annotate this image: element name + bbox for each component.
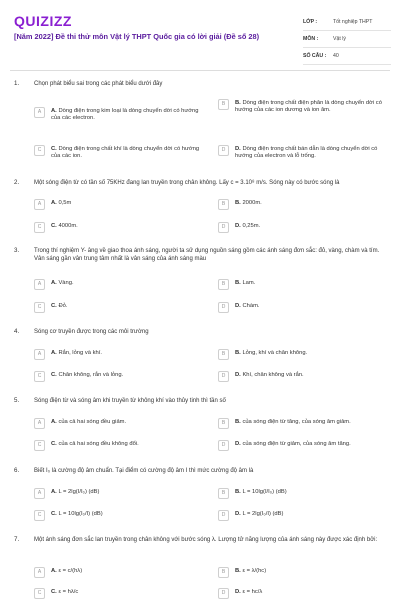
- option-d[interactable]: [218, 303, 385, 313]
- option-letter: D.: [235, 223, 241, 229]
- question-number: 6.: [14, 467, 20, 474]
- option-letter: B.: [235, 280, 241, 286]
- question-text: Sóng cơ truyền được trong các môi trường: [34, 329, 149, 335]
- option-text: 2000m.: [242, 200, 262, 206]
- option-a[interactable]: [34, 419, 201, 429]
- question-1: [14, 80, 388, 170]
- option-letter: D.: [235, 146, 241, 152]
- option-badge: D: [218, 440, 229, 451]
- option-text: 0,25m.: [242, 223, 261, 229]
- option-letter: D.: [235, 303, 241, 309]
- option-b[interactable]: [218, 200, 385, 210]
- option-text: của sóng điện từ giảm, của sóng âm tăng.: [242, 441, 351, 447]
- option-letter: C.: [51, 372, 57, 378]
- option-badge: C: [34, 440, 45, 451]
- option-text: Dòng điện trong chất khí là dòng chuyển dời có hướng của các ion.: [51, 146, 200, 160]
- option-letter: B.: [235, 568, 241, 574]
- option-letter: C.: [51, 441, 57, 447]
- option-text: ε = c/(hλ): [58, 568, 83, 574]
- option-badge: A: [34, 349, 45, 360]
- option-letter: C.: [51, 511, 57, 517]
- option-b[interactable]: [218, 419, 385, 429]
- question-number: 3.: [14, 247, 20, 254]
- question-number: 7.: [14, 536, 20, 543]
- option-letter: C.: [51, 303, 57, 309]
- question-number: 4.: [14, 328, 20, 335]
- option-b[interactable]: [218, 489, 385, 499]
- option-d[interactable]: [218, 441, 385, 451]
- meta-value: 40: [333, 53, 339, 59]
- option-letter: A.: [51, 489, 57, 495]
- option-badge: B: [218, 99, 229, 110]
- option-a[interactable]: [34, 350, 201, 360]
- option-text: của sóng điện từ tăng, của sóng âm giảm.: [242, 419, 351, 425]
- option-text: L = 10lg(I/I₀) (dB): [242, 489, 287, 495]
- option-text: Khí, chân không và rắn.: [242, 372, 304, 378]
- option-badge: B: [218, 349, 229, 360]
- question-number: 5.: [14, 397, 20, 404]
- option-c[interactable]: [34, 223, 201, 233]
- option-letter: A.: [51, 108, 57, 114]
- meta-key: SỐ CÂU :: [303, 53, 327, 59]
- option-letter: B.: [235, 419, 241, 425]
- option-text: Dòng điện trong kim loại là dòng chuyển dời có hướng của các electron.: [51, 108, 199, 122]
- option-d[interactable]: [218, 372, 385, 382]
- option-a[interactable]: [34, 280, 201, 290]
- option-c[interactable]: [34, 146, 201, 160]
- option-badge: D: [218, 145, 229, 156]
- option-text: của cả hai sóng đều giảm.: [58, 419, 127, 425]
- option-badge: D: [218, 302, 229, 313]
- option-text: Rắn, lỏng và khí.: [58, 350, 102, 356]
- question-text: Biết I₀ là cường độ âm chuẩn. Tại điểm có cường độ âm I thì mức cường độ âm là: [34, 468, 254, 474]
- option-letter: A.: [51, 350, 57, 356]
- option-text: ε = hc/λ: [242, 589, 263, 595]
- option-badge: D: [218, 510, 229, 521]
- option-badge: B: [218, 418, 229, 429]
- option-text: Chàm.: [242, 303, 260, 309]
- option-a[interactable]: [34, 568, 201, 578]
- option-text: Dòng điện trong chất điện phân là dòng chuyển dời có hướng của các ion dương và ion âm.: [235, 100, 382, 114]
- meta-value: Vật lý: [333, 36, 346, 42]
- option-badge: A: [34, 279, 45, 290]
- option-letter: D.: [235, 372, 241, 378]
- option-letter: D.: [235, 441, 241, 447]
- option-text: Đỏ.: [58, 303, 68, 309]
- question-5: [14, 397, 388, 457]
- option-badge: B: [218, 199, 229, 210]
- option-badge: B: [218, 279, 229, 290]
- option-badge: A: [34, 488, 45, 499]
- question-text: Một sóng điện từ có tần số 75KHz đang lan truyền trong chân không. Lấy c = 3.10⁸ m/s. Sóng này có bước sóng là: [34, 180, 340, 186]
- option-text: Vàng.: [58, 280, 74, 286]
- option-text: Lam.: [242, 280, 256, 286]
- option-c[interactable]: [34, 303, 201, 313]
- question-text: Một ánh sáng đơn sắc lan truyền trong chân không với bước sóng λ. Lượng tử năng lượng của ánh sáng này được xác định bởi:: [34, 537, 378, 543]
- quizizz-logo: QUIZIZZ: [14, 13, 72, 29]
- question-4: [14, 328, 388, 388]
- meta-key: MÔN :: [303, 36, 319, 42]
- option-a[interactable]: [34, 489, 201, 499]
- option-letter: B.: [235, 100, 241, 106]
- option-c[interactable]: [34, 441, 201, 451]
- option-badge: D: [218, 588, 229, 599]
- option-letter: A.: [51, 280, 57, 286]
- option-text: L = 2lg(I/I₀) (dB): [58, 489, 100, 495]
- option-badge: A: [34, 567, 45, 578]
- option-d[interactable]: [218, 146, 385, 160]
- question-3: [14, 247, 388, 322]
- question-2: [14, 179, 388, 239]
- option-d[interactable]: [218, 589, 385, 599]
- option-badge: D: [218, 222, 229, 233]
- option-letter: C.: [51, 146, 57, 152]
- option-text: L = 2lg(I₀/I) (dB): [242, 511, 284, 517]
- meta-row-subject: [303, 31, 391, 48]
- option-b[interactable]: [218, 280, 385, 290]
- option-badge: C: [34, 588, 45, 599]
- question-text: Sóng điện từ và sóng âm khi truyền từ không khí vào thủy tinh thì tần số: [34, 398, 226, 404]
- meta-row-class: [303, 14, 391, 31]
- option-b[interactable]: [218, 350, 385, 360]
- option-c[interactable]: [34, 372, 201, 382]
- option-letter: C.: [51, 223, 57, 229]
- option-text: của cả hai sóng đều không đổi.: [58, 441, 139, 447]
- option-letter: B.: [235, 350, 241, 356]
- option-letter: D.: [235, 511, 241, 517]
- option-text: L = 10lg(I₀/I) (dB): [58, 511, 103, 517]
- option-text: ε = hλ/c: [58, 589, 79, 595]
- header-divider: [10, 70, 390, 71]
- question-text: Trong thí nghiệm Y- âng về giao thoa ánh sáng, người ta sử dụng nguồn sáng gồm các ánh sáng đơn sắc: đỏ, vàng, chàm và tím. Vân sáng gần vân trung tâm nhất là vân sáng của ánh sáng màu: [34, 248, 380, 263]
- option-badge: C: [34, 222, 45, 233]
- option-badge: A: [34, 418, 45, 429]
- option-d[interactable]: [218, 223, 385, 233]
- question-number: 2.: [14, 179, 20, 186]
- option-badge: B: [218, 488, 229, 499]
- option-letter: A.: [51, 568, 57, 574]
- option-badge: A: [34, 107, 45, 118]
- option-text: ε = λ/(hc): [242, 568, 267, 574]
- option-letter: A.: [51, 419, 57, 425]
- question-6: [14, 467, 388, 527]
- question-number: 1.: [14, 80, 20, 87]
- option-text: 4000m.: [58, 223, 78, 229]
- option-badge: C: [34, 371, 45, 382]
- question-7: [14, 536, 388, 600]
- option-letter: B.: [235, 489, 241, 495]
- question-text: Chọn phát biểu sai trong các phát biểu dưới đây: [34, 81, 163, 87]
- option-badge: B: [218, 567, 229, 578]
- option-badge: C: [34, 145, 45, 156]
- meta-value: Tốt nghiệp THPT: [333, 19, 373, 25]
- option-letter: A.: [51, 200, 57, 206]
- quiz-title: [Năm 2022] Đề thi thử môn Vật lý THPT Quốc gia có lời giải (Đề số 28): [14, 32, 260, 41]
- option-letter: B.: [235, 200, 241, 206]
- option-text: Lỏng, khí và chân không.: [242, 350, 308, 356]
- option-badge: D: [218, 371, 229, 382]
- quiz-header: [0, 0, 400, 62]
- option-b[interactable]: [218, 568, 385, 578]
- meta-key: LỚP :: [303, 19, 318, 25]
- option-letter: D.: [235, 589, 241, 595]
- option-a[interactable]: [34, 108, 201, 122]
- option-badge: C: [34, 510, 45, 521]
- option-text: Dòng điện trong chất bán dẫn là dòng chuyển dời có hướng của electron và lỗ trống.: [235, 146, 378, 160]
- option-text: 0,5m: [58, 200, 72, 206]
- option-a[interactable]: [34, 200, 201, 210]
- option-badge: A: [34, 199, 45, 210]
- option-letter: C.: [51, 589, 57, 595]
- quiz-meta: [303, 14, 391, 65]
- meta-row-count: [303, 48, 391, 65]
- option-c[interactable]: [34, 589, 201, 599]
- option-d[interactable]: [218, 511, 385, 521]
- option-text: Chân không, rắn và lỏng.: [58, 372, 124, 378]
- option-c[interactable]: [34, 511, 201, 521]
- option-b[interactable]: [218, 100, 385, 114]
- option-badge: C: [34, 302, 45, 313]
